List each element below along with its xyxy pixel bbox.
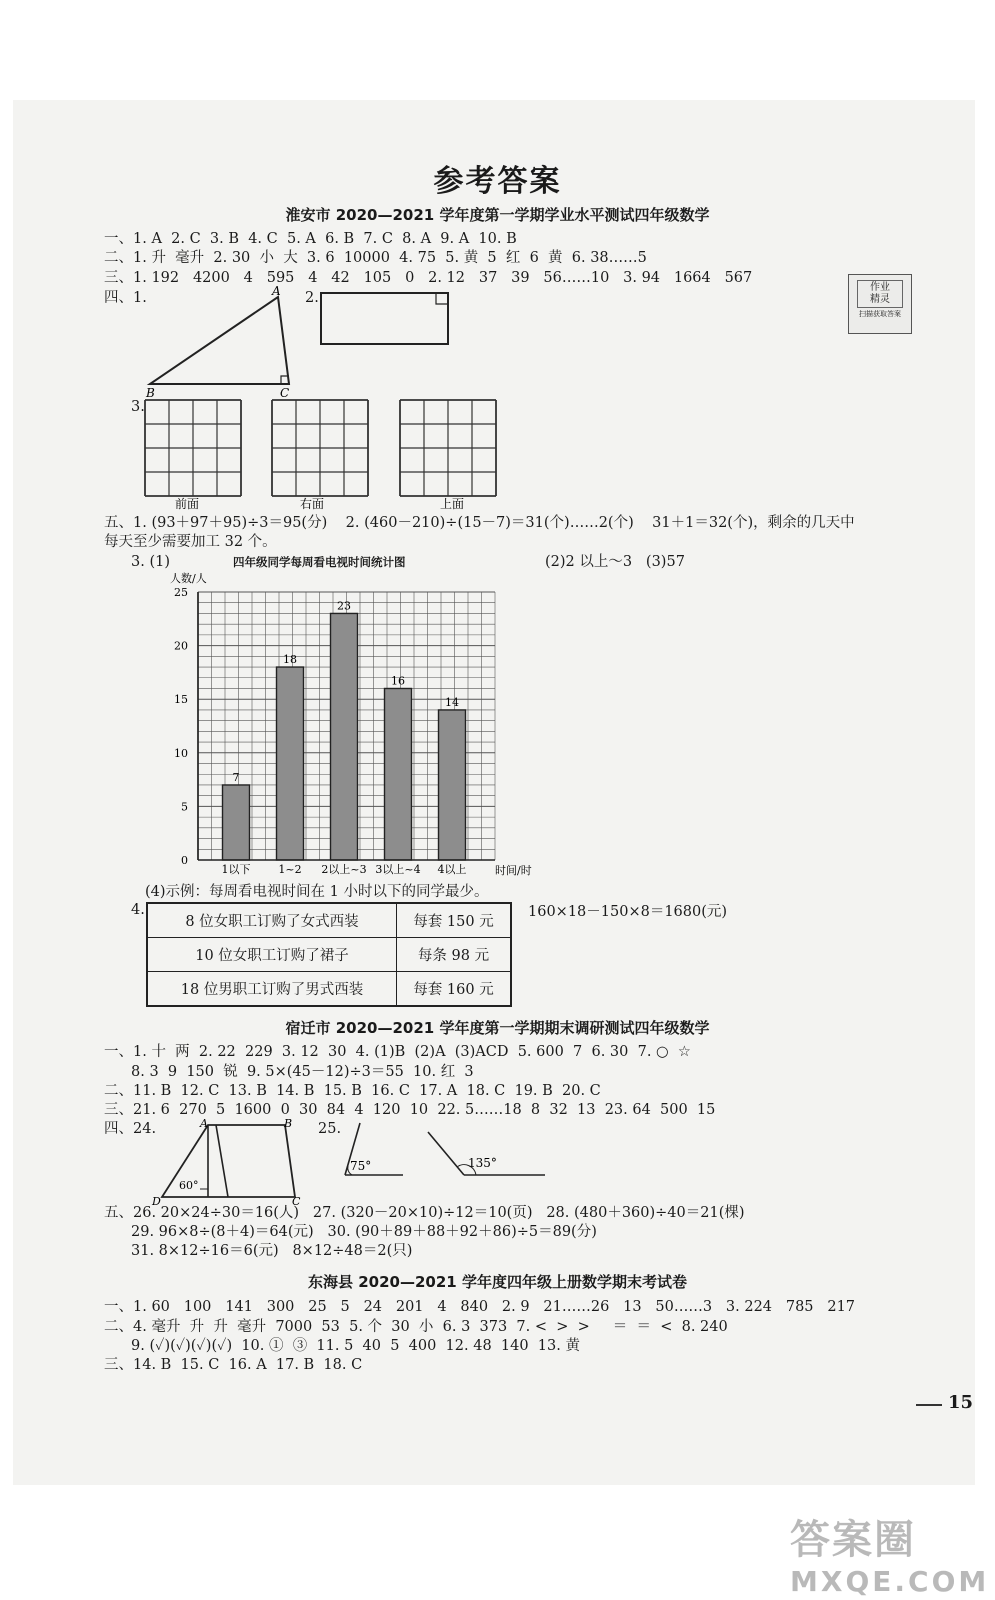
angle-figures	[340, 1120, 550, 1182]
answer-line: 31. 8×12÷16＝6(元) 8×12÷48＝2(只)	[131, 1243, 413, 1259]
answer-line: 每天至少需要加工 32 个。	[104, 534, 277, 550]
page-number-dash	[916, 1404, 942, 1406]
answer-line: 三、14. B 15. C 16. A 17. B 18. C	[104, 1357, 363, 1373]
vertex-label: A	[272, 285, 281, 298]
y-tick-label: 0	[181, 854, 188, 867]
y-tick-label: 10	[174, 746, 188, 760]
table-row	[147, 903, 511, 938]
table-cell: 10 位女职工订购了裙子	[147, 938, 397, 972]
answer-line: 三、1. 192 4200 4 595 4 42 105 0 2. 12 37 39 56……10 3. 94 1664 567	[104, 270, 753, 286]
answer-line: 8. 3 9 150 锐 9. 5×(45－12)÷3＝55 10. 红 3	[131, 1064, 474, 1080]
answer-line: (4)示例：每周看电视时间在 1 小时以下的同学最少。	[145, 884, 489, 900]
data-label: 7	[232, 770, 240, 784]
y-tick-label: 15	[174, 693, 188, 707]
page-title: 参考答案	[433, 164, 562, 199]
x-axis-label: 时间/时	[495, 864, 532, 877]
watermark-logo: 答案圈 MXQE.COM	[790, 1517, 990, 1598]
view-grid	[145, 400, 241, 496]
section-heading-donghai: 东海县 2020—2021 学年度四年级上册数学期末考试卷	[308, 1273, 687, 1291]
vertex-label: D	[152, 1195, 161, 1207]
data-label: 14	[445, 695, 459, 709]
x-tick-label: 3以上~4	[375, 863, 421, 876]
section-heading-suqian: 宿迁市 2020—2021 学年度第一学期期末调研测试四年级数学	[285, 1019, 710, 1037]
answer-line: 29. 96×8÷(8＋4)＝64(元) 30. (90＋89＋88＋92＋86)÷5＝89(分)	[131, 1224, 597, 1240]
x-tick-label: 1~2	[278, 863, 302, 876]
view-label: 右面	[300, 497, 325, 510]
answer-line: 三、21. 6 270 5 1600 0 30 84 4 120 10 22. 5……18 8 32 13 23. 64 500 15	[104, 1102, 716, 1118]
table-cell: 18 位男职工订购了男式西装	[147, 972, 397, 1007]
answer-line: 四、1.	[104, 290, 147, 306]
vertex-label: C	[280, 386, 290, 400]
answer-line: 一、1. 十 两 2. 22 229 3. 12 30 4. (1)B (2)A (3)ACD 5. 600 7 6. 30 7. ○ ☆	[104, 1044, 691, 1060]
answer-line: 160×18－150×8＝1680(元)	[528, 904, 728, 920]
answer-line: 二、11. B 12. C 13. B 14. B 15. B 16. C 17. A 18. C 19. B 20. C	[104, 1083, 601, 1099]
angle-label: 75°	[350, 1159, 372, 1173]
answer-line: 25.	[318, 1121, 342, 1137]
bar	[277, 667, 304, 860]
answer-line: 二、1. 升 毫升 2. 30 小 大 3. 6 10000 4. 75 5. 黄 5 红 6 黄 6. 38……5	[104, 250, 647, 266]
rectangle-figure	[318, 290, 453, 350]
data-label: 18	[283, 653, 297, 667]
answer-line: 一、1. 60 100 141 300 25 5 24 201 4 840 2. 9 21……26 13 50……3 3. 224 785 217	[104, 1299, 856, 1315]
table-row	[147, 938, 511, 972]
data-label: 16	[391, 674, 405, 688]
table-cell: 8 位女职工订购了女式西装	[147, 903, 397, 938]
chart-title: 四年级同学每周看电视时间统计图	[233, 555, 406, 569]
y-tick-label: 25	[174, 586, 188, 599]
data-label: 23	[337, 599, 351, 613]
bar-chart	[160, 568, 550, 883]
view-label: 上面	[440, 497, 465, 510]
answer-line: 9. (✓)(✓)(✓)(✓) 10. ① ③ 11. 5 40 5 400 12. 48 140 13. 黄	[131, 1338, 580, 1354]
table-row	[147, 972, 511, 1007]
three-views-figure	[140, 395, 520, 510]
angle-label: 60°	[179, 1179, 199, 1192]
angle-label: 135°	[468, 1156, 497, 1170]
order-table	[146, 902, 512, 1007]
x-tick-label: 4以上	[437, 863, 467, 876]
bar	[223, 785, 250, 860]
section-heading-huaian: 淮安市 2020—2021 学年度第一学期学业水平测试四年级数学	[285, 206, 710, 224]
y-axis-label: 人数/人	[170, 572, 207, 585]
answer-line: 一、1. A 2. C 3. B 4. C 5. A 6. B 7. C 8. A 9. A 10. B	[104, 231, 517, 247]
x-tick-label: 1以下	[221, 863, 251, 876]
table-cell: 每套 160 元	[397, 972, 512, 1007]
vertex-label: A	[200, 1117, 208, 1130]
answer-line: 五、1. (93＋97＋95)÷3＝95(分) 2. (460－210)÷(15－7)＝31(个)……2(个) 31＋1＝32(个)，剩余的几天中	[104, 515, 855, 531]
page-number: 15	[948, 1392, 974, 1413]
bar	[439, 710, 466, 860]
bar	[385, 688, 412, 860]
answer-line: 二、4. 毫升 升 升 毫升 7000 53 5. 个 30 小 6. 3 373 7. < > > ＝ ＝ < 8. 240	[104, 1319, 728, 1335]
vertex-label: C	[292, 1195, 301, 1207]
answer-line: 3.	[131, 399, 145, 415]
right-triangle-figure	[140, 285, 300, 400]
y-tick-label: 5	[181, 800, 188, 814]
vertex-label: B	[146, 386, 155, 400]
y-tick-label: 20	[174, 639, 188, 653]
bar	[331, 613, 358, 860]
vertex-label: B	[284, 1117, 293, 1130]
answer-line: 四、24.	[104, 1121, 157, 1137]
answer-line: 2.	[305, 290, 319, 306]
view-grid	[272, 400, 368, 496]
trapezoid-figure	[150, 1117, 310, 1207]
table-cell: 每条 98 元	[397, 938, 512, 972]
answer-line: 五、26. 20×24÷30＝16(人) 27. (320－20×10)÷12＝10(页) 28. (480＋360)÷40＝21(棵)	[104, 1205, 745, 1221]
answer-line: 3. (1)	[131, 554, 170, 570]
answer-line: 4.	[131, 902, 145, 918]
x-tick-label: 2以上~3	[321, 863, 367, 876]
view-label: 前面	[175, 497, 200, 510]
answer-line: (2)2 以上～3 (3)57	[545, 554, 685, 570]
view-grid	[400, 400, 496, 496]
table-cell: 每套 150 元	[397, 903, 512, 938]
scan-stamp: 作业 精灵 扫描获取答案	[848, 274, 912, 334]
